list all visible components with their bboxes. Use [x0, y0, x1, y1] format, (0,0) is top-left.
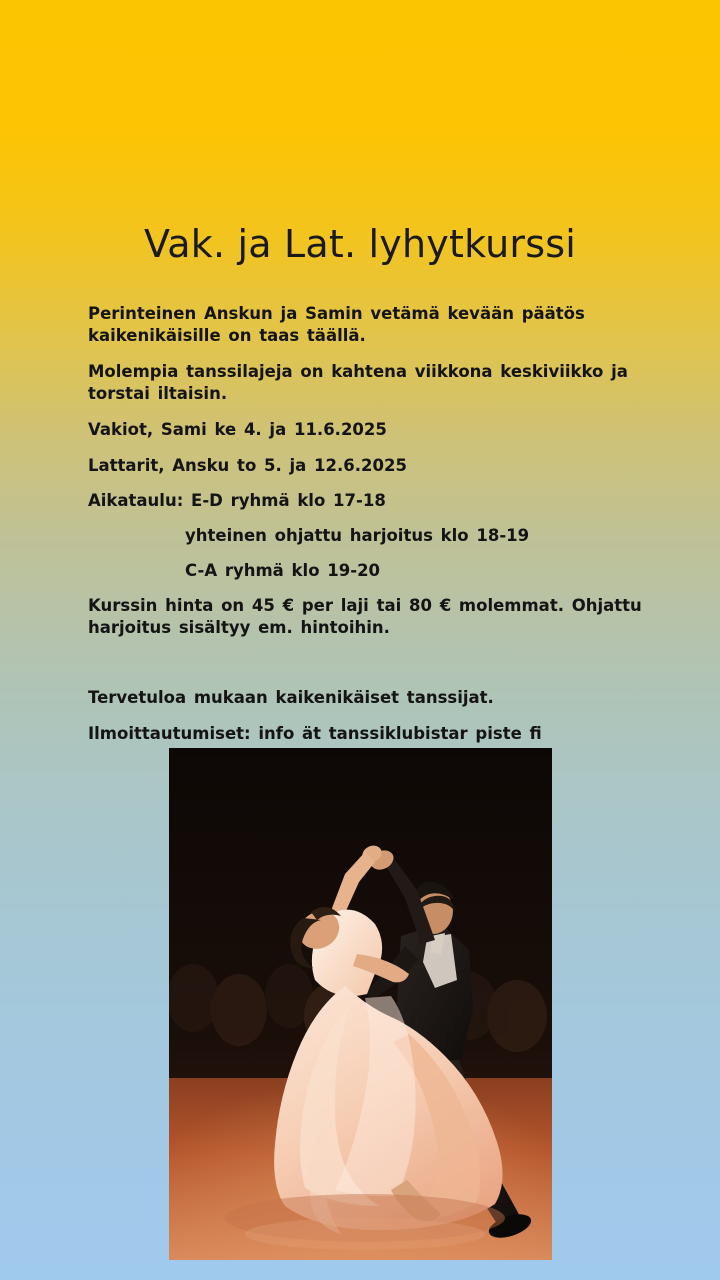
paragraph-ca-ryhma: C-A ryhmä klo 19-20 — [185, 560, 381, 580]
paragraph-hinta: Kurssin hinta on 45 € per laji tai 80 € molemmat. Ohjattu harjoitus sisältyy em. hintoihin. — [88, 595, 642, 638]
paragraph-yhteinen-harjoitus: yhteinen ohjattu harjoitus klo 18-19 — [185, 525, 530, 545]
dancing-couple-photo — [169, 748, 552, 1260]
page-title: Vak. ja Lat. lyhytkurssi — [144, 222, 576, 266]
paragraph-ilmoittautumiset: Ilmoittautumiset: info ät tanssiklubistar piste fi — [88, 724, 542, 744]
paragraph-lattarit: Lattarit, Ansku to 5. ja 12.6.2025 — [88, 455, 407, 475]
paragraph-schedule-note: Molempia tanssilajeja on kahtena viikkona keskiviikko ja torstai iltaisin. — [88, 362, 628, 404]
poster-body — [88, 303, 676, 759]
paragraph-vakiot: Vakiot, Sami ke 4. ja 11.6.2025 — [88, 420, 387, 440]
paragraph-intro: Perinteinen Anskun ja Samin vetämä kevään päätös kaikenikäisille on taas täällä. — [88, 304, 585, 346]
paragraph-tervetuloa: Tervetuloa mukaan kaikenikäiset tanssijat. — [88, 688, 494, 708]
dance-photo-illustration — [169, 748, 552, 1260]
paragraph-aikataulu: Aikataulu: E-D ryhmä klo 17-18 — [88, 490, 386, 510]
